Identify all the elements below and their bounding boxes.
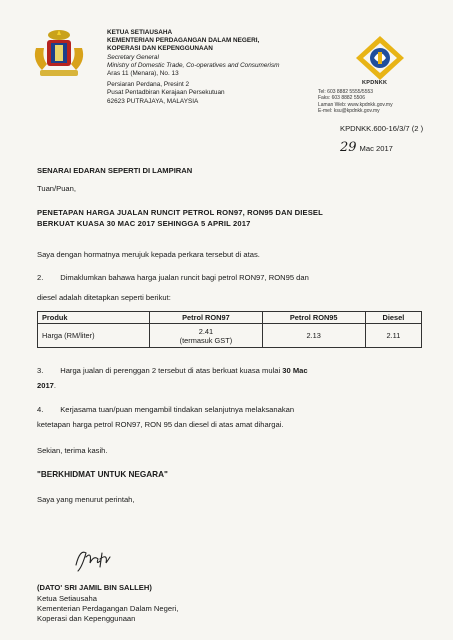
- letterhead-address-4: 62623 PUTRAJAYA, MALAYSIA: [107, 97, 199, 105]
- paragraph-4-line-2: ketetapan harga petrol RON97, RON 95 dan diesel di atas amat dihargai.: [37, 420, 284, 429]
- cell-diesel: 2.11: [365, 324, 421, 348]
- ron97-price: 2.41: [198, 326, 214, 336]
- subject-line-1: PENETAPAN HARGA JUALAN RUNCIT PETROL RON97, RON95 DAN DIESEL: [37, 208, 323, 217]
- contact-email: E-mel: ksu@kpdnkk.gov.my: [318, 107, 380, 114]
- signatory-name: (DATO' SRI JAMIL BIN SALLEH): [37, 583, 152, 592]
- signatory-ministry-2: Koperasi dan Kepenggunaan: [37, 614, 136, 623]
- letterhead-title-en: Secretary General: [107, 53, 159, 61]
- letterhead-block: [107, 29, 307, 106]
- header-product: Produk: [38, 312, 150, 324]
- paragraph-3-line-2: [37, 381, 425, 391]
- date-month-year: Mac 2017: [359, 144, 393, 153]
- row-label: Harga (RM/liter): [38, 324, 150, 348]
- paragraph-3-effective-date: 30 Mac: [282, 366, 308, 375]
- letterhead-ministry-2: KOPERASI DAN KEPENGGUNAAN: [107, 45, 213, 53]
- letterhead-address-2: Persiaran Perdana, Presint 2: [107, 81, 190, 89]
- signature-icon: [70, 545, 130, 575]
- recipient-line: SENARAI EDARAN SEPERTI DI LAMPIRAN: [37, 166, 193, 175]
- contact-block: [318, 89, 393, 114]
- paragraph-3-line-1: [37, 366, 425, 376]
- kpdnkk-logo-icon: [352, 36, 408, 86]
- reference-number: KPDNKK.600-16/3/7 (2 ): [340, 124, 424, 133]
- letterhead-ministry-en: Ministry of Domestic Trade, Co-operatives and Consumerism: [107, 61, 280, 69]
- price-table: [37, 311, 422, 348]
- logo-caption: KPDNKK: [362, 80, 388, 86]
- paragraph-2-line-2: diesel adalah ditetapkan seperti berikut:: [37, 293, 171, 302]
- price-table-row: [38, 324, 422, 348]
- paragraph-3-year: 2017: [37, 381, 54, 390]
- contact-fax: Faks: 603 8882 5506: [318, 95, 365, 102]
- malaysia-crest-icon: [28, 28, 90, 80]
- letterhead-title: KETUA SETIAUSAHA: [107, 29, 173, 36]
- signatory-ministry-1: Kementerian Perdagangan Dalam Negeri,: [37, 604, 179, 613]
- motto: "BERKHIDMAT UNTUK NEGARA": [37, 470, 168, 479]
- paragraph-3-text: 3. Harga jualan di perenggan 2 tersebut di atas berkuat kuasa mulai: [37, 366, 283, 375]
- letterhead-address-1: Aras 11 (Menara), No. 13: [107, 70, 179, 78]
- header-diesel: Diesel: [365, 312, 421, 324]
- ron97-gst-note: (termasuk GST): [179, 335, 233, 345]
- cell-ron95: 2.13: [262, 324, 365, 348]
- paragraph-1: Saya dengan hormatnya merujuk kepada perkara tersebut di atas.: [37, 250, 260, 259]
- subject-line-2: BERKUAT KUASA 30 MAC 2017 SEHINGGA 5 APRIL 2017: [37, 219, 251, 228]
- signatory-position: Ketua Setiausaha: [37, 594, 97, 603]
- letterhead-address-3: Pusat Pentadbiran Kerajaan Persekutuan: [107, 89, 225, 97]
- price-table-header: [38, 312, 422, 324]
- cell-ron97: [150, 324, 262, 348]
- letter-date: [340, 140, 393, 155]
- paragraph-3-period: .: [53, 381, 57, 390]
- contact-web: Laman Web: www.kpdnkk.gov.my: [318, 101, 393, 108]
- header-ron95: Petrol RON95: [262, 312, 365, 324]
- date-day-handwritten: 29: [340, 140, 357, 155]
- order-line: Saya yang menurut perintah,: [37, 495, 135, 504]
- header-ron97: Petrol RON97: [150, 312, 262, 324]
- salutation: Tuan/Puan,: [37, 184, 76, 193]
- paragraph-4-line-1: 4. Kerjasama tuan/puan mengambil tindakan selanjutnya melaksanakan: [37, 405, 295, 414]
- paragraph-2-line-1: 2. Dimaklumkan bahawa harga jualan runcit bagi petrol RON97, RON95 dan: [37, 273, 309, 282]
- letterhead-ministry-1: KEMENTERIAN PERDAGANGAN DALAM NEGERI,: [107, 37, 260, 45]
- contact-tel: Tel: 603 8882 5555/5553: [318, 89, 374, 95]
- closing-line: Sekian, terima kasih.: [37, 446, 108, 455]
